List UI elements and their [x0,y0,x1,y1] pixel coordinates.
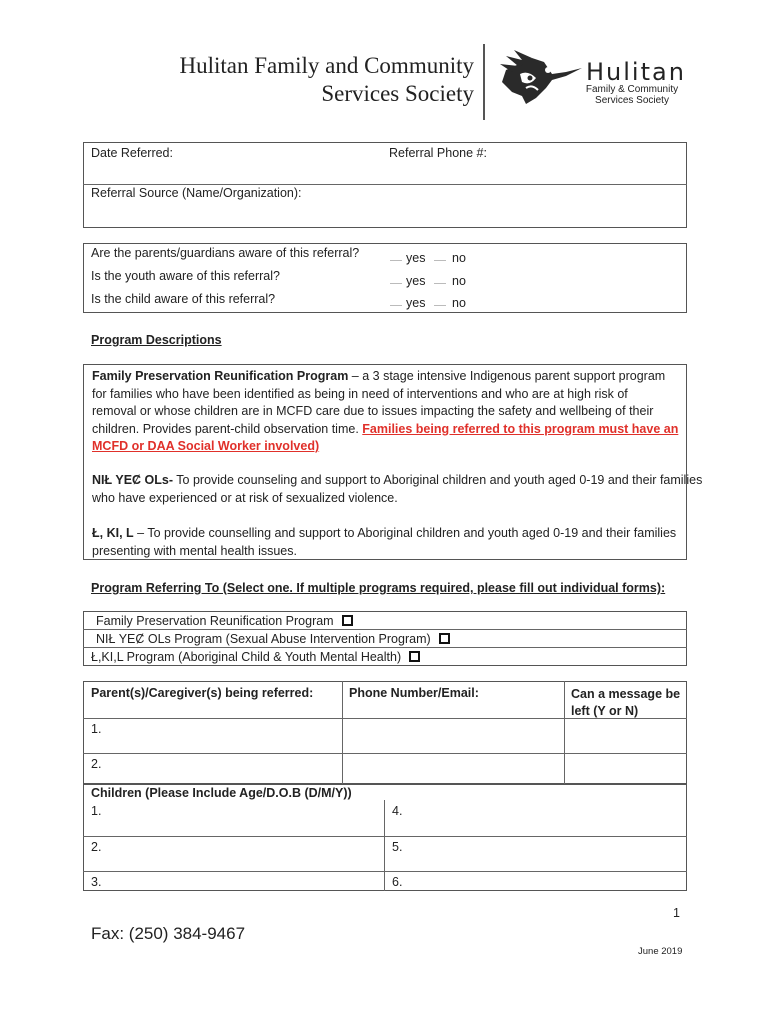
yes-option: yes [406,251,426,265]
no-blank[interactable] [434,283,446,284]
message-col-header: Can a message be left (Y or N) [571,687,681,718]
nil-description: NIŁ YEȻ OLs- To provide counseling and support to Aboriginal children and youth aged 0-19 and their families who have experienced or at risk of sexualized violence. [92,473,703,505]
fpr-title: Family Preservation Reunification Program [92,369,349,383]
children-table [83,784,687,891]
title-line-2: Services Society [321,81,474,106]
referral-source-label: Referral Source (Name/Organization): [91,186,302,200]
children-col-divider [384,800,385,891]
checkbox-fpr[interactable] [342,615,353,626]
parent-row-1[interactable]: 1. [91,722,102,736]
parents-col-divider [342,681,343,784]
parents-row-divider [83,753,687,754]
referral-phone-label: Referral Phone #: [389,146,487,160]
fpr-description: Family Preservation Reunification Program – a 3 stage intensive Indigenous parent support program for families who have been identified as being in need of interventions and who are at high risk of removal or whose children are in MCFD care due to issues impacting the safety and wellbeing of their children. Provides parent-child observation time. Families being referred to this program must have an MCFD or DAA Social Worker involved) [92,369,679,453]
program-descriptions-heading: Program Descriptions [91,333,222,347]
phone-col-header: Phone Number/Email: [349,686,479,700]
child-row-4[interactable]: 4. [392,804,403,818]
child-row-3[interactable]: 3. [91,875,102,889]
children-row-divider [83,871,687,872]
parent-row-2[interactable]: 2. [91,757,102,771]
no-blank[interactable] [434,260,446,261]
yes-option: yes [406,274,426,288]
yes-option: yes [406,296,426,310]
lkil-description: Ł, KI, L – To provide counselling and support to Aboriginal children and youth aged 0-19 and their families presenting with mental health issues. [92,526,677,558]
program-select-divider [83,629,687,630]
program-select-divider [83,647,687,648]
program-referring-heading: Program Referring To (Select one. If multiple programs required, please fill out individual forms): [91,581,666,595]
child-row-2[interactable]: 2. [91,840,102,854]
nil-title: NIŁ YEȻ OLs- [92,473,174,487]
referral-box [83,142,687,228]
parents-col-divider [564,681,565,784]
footer-date: June 2019 [638,946,683,957]
fax-number: Fax: (250) 384-9467 [91,924,246,943]
awareness-question-child: Is the child aware of this referral? [91,292,276,306]
yes-blank[interactable] [390,305,402,306]
yes-blank[interactable] [390,283,402,284]
no-option: no [452,251,466,265]
child-row-5[interactable]: 5. [392,840,403,854]
parents-col-header: Parent(s)/Caregiver(s) being referred: [91,686,314,700]
referral-divider [83,184,687,185]
page-title [179,52,474,108]
logo-subtitle: Family & Community Services Society [585,84,679,106]
no-option: no [452,274,466,288]
checkbox-lkil[interactable] [409,651,420,662]
child-row-6[interactable]: 6. [392,875,403,889]
program-option-nil[interactable]: NIŁ YEȻ OLs Program (Sexual Abuse Intervention Program) [96,632,450,646]
date-referred-label: Date Referred: [91,146,173,160]
awareness-question-parents: Are the parents/guardians aware of this referral? [91,246,360,260]
fpr-warning-cont: MCFD or DAA Social Worker involved) [92,439,320,453]
program-option-fpr[interactable]: Family Preservation Reunification Program [96,614,353,628]
hummingbird-icon [492,48,584,108]
no-blank[interactable] [434,305,446,306]
awareness-question-youth: Is the youth aware of this referral? [91,269,280,283]
child-row-1[interactable]: 1. [91,804,102,818]
children-heading: Children (Please Include Age/D.O.B (D/M/Y)) [91,786,352,800]
header-divider [483,44,485,120]
yes-blank[interactable] [390,260,402,261]
no-option: no [452,296,466,310]
title-line-1: Hulitan Family and Community [179,53,474,78]
children-row-divider [83,836,687,837]
fpr-warning: Families being referred to this program must have an [362,421,679,436]
page-number: 1 [673,906,680,920]
logo-name: Hulitan [586,58,686,86]
program-option-lkil[interactable]: Ł,KI,L Program (Aboriginal Child & Youth Mental Health) [91,650,420,664]
checkbox-nil[interactable] [439,633,450,644]
lkil-title: Ł, KI, L [92,526,134,540]
